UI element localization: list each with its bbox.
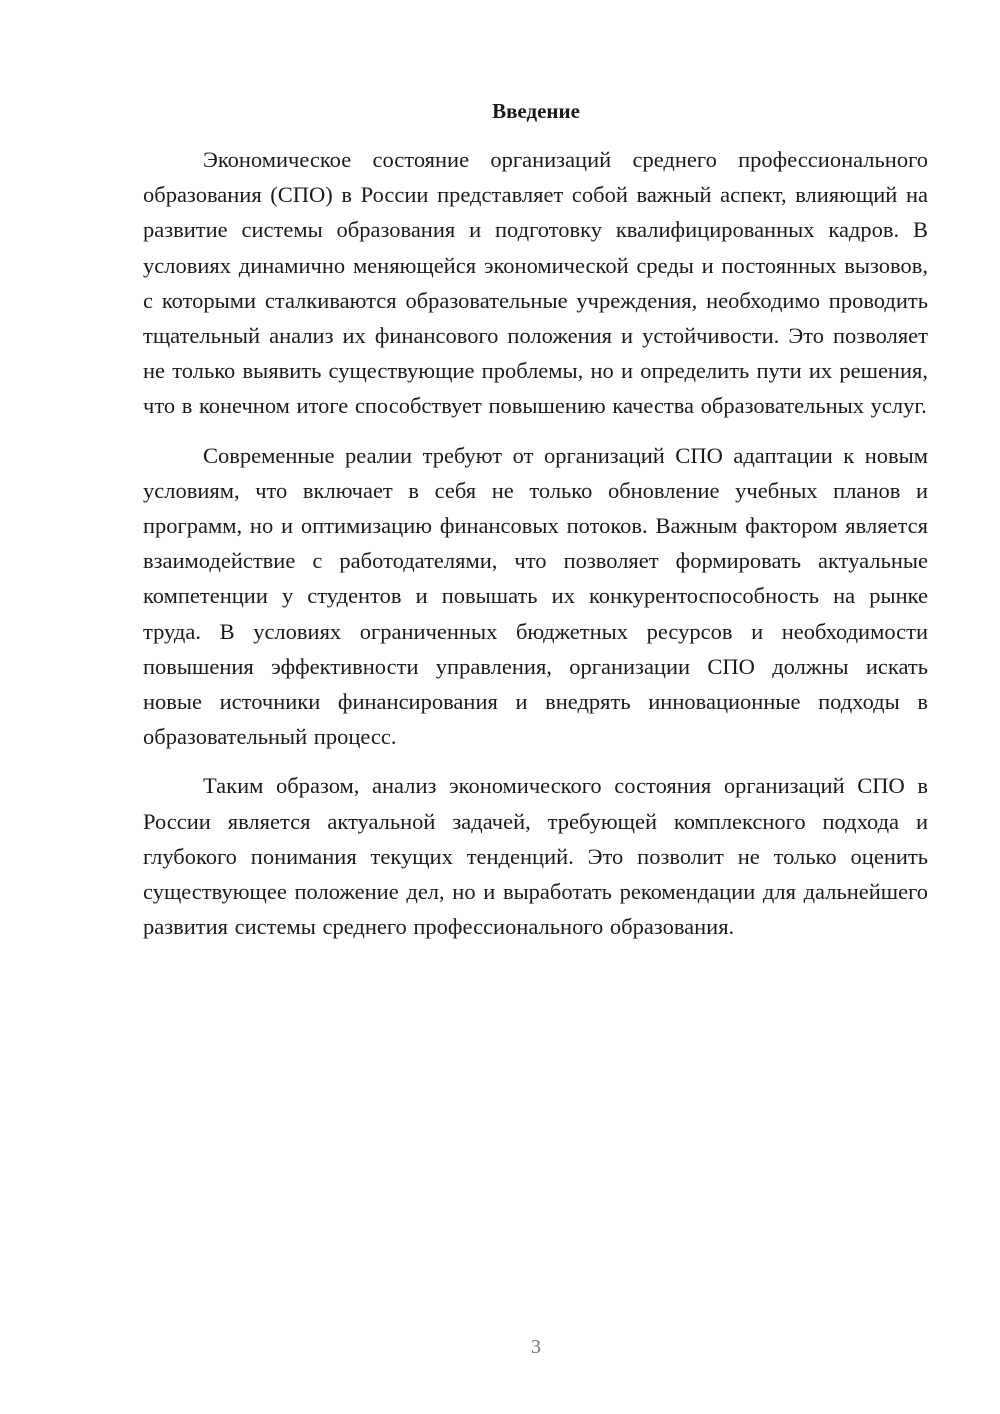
- paragraph-2: Современные реалии требуют от организаций СПО адаптации к новым условиям, что включает в себя не только обновление учебных планов и программ, но и оптимизацию финансовых потоков. Важным фактором является взаимодействие с работодателями, что позволяет формировать актуальные компетенции у студентов и повышать их конкурентоспособность на рынке труда. В условиях ограниченных бюджетных ресурсов и необходимости повышения эффективности управления, организации СПО должны искать новые источники финансирования и внедрять инновационные подходы в образовательный процесс.: [143, 442, 928, 750]
- paragraph-3: Таким образом, анализ экономического состояния организаций СПО в России является актуальной задачей, требующей комплексного подхода и глубокого понимания текущих тенденций. Это позволит не только оценить существующее положение дел, но и выработать рекомендации для дальнейшего развития системы среднего профессионального образования.: [143, 773, 928, 940]
- body-text: [143, 142, 928, 944]
- page-number: 3: [531, 1336, 541, 1358]
- section-heading: Введение: [492, 99, 580, 123]
- paragraph-1: Экономическое состояние организаций среднего профессионального образования (СПО) в России представляет собой важный аспект, влияющий на развитие системы образования и подготовку квалифицированных кадров. В условиях динамично меняющейся экономической среды и постоянных вызовов, с которыми сталкиваются образовательные учреждения, необходимо проводить тщательный анализ их финансового положения и устойчивости. Это позволяет не только выявить существующие проблемы, но и определить пути их решения, что в конечном итоге способствует повышению качества образовательных услуг.: [143, 147, 928, 419]
